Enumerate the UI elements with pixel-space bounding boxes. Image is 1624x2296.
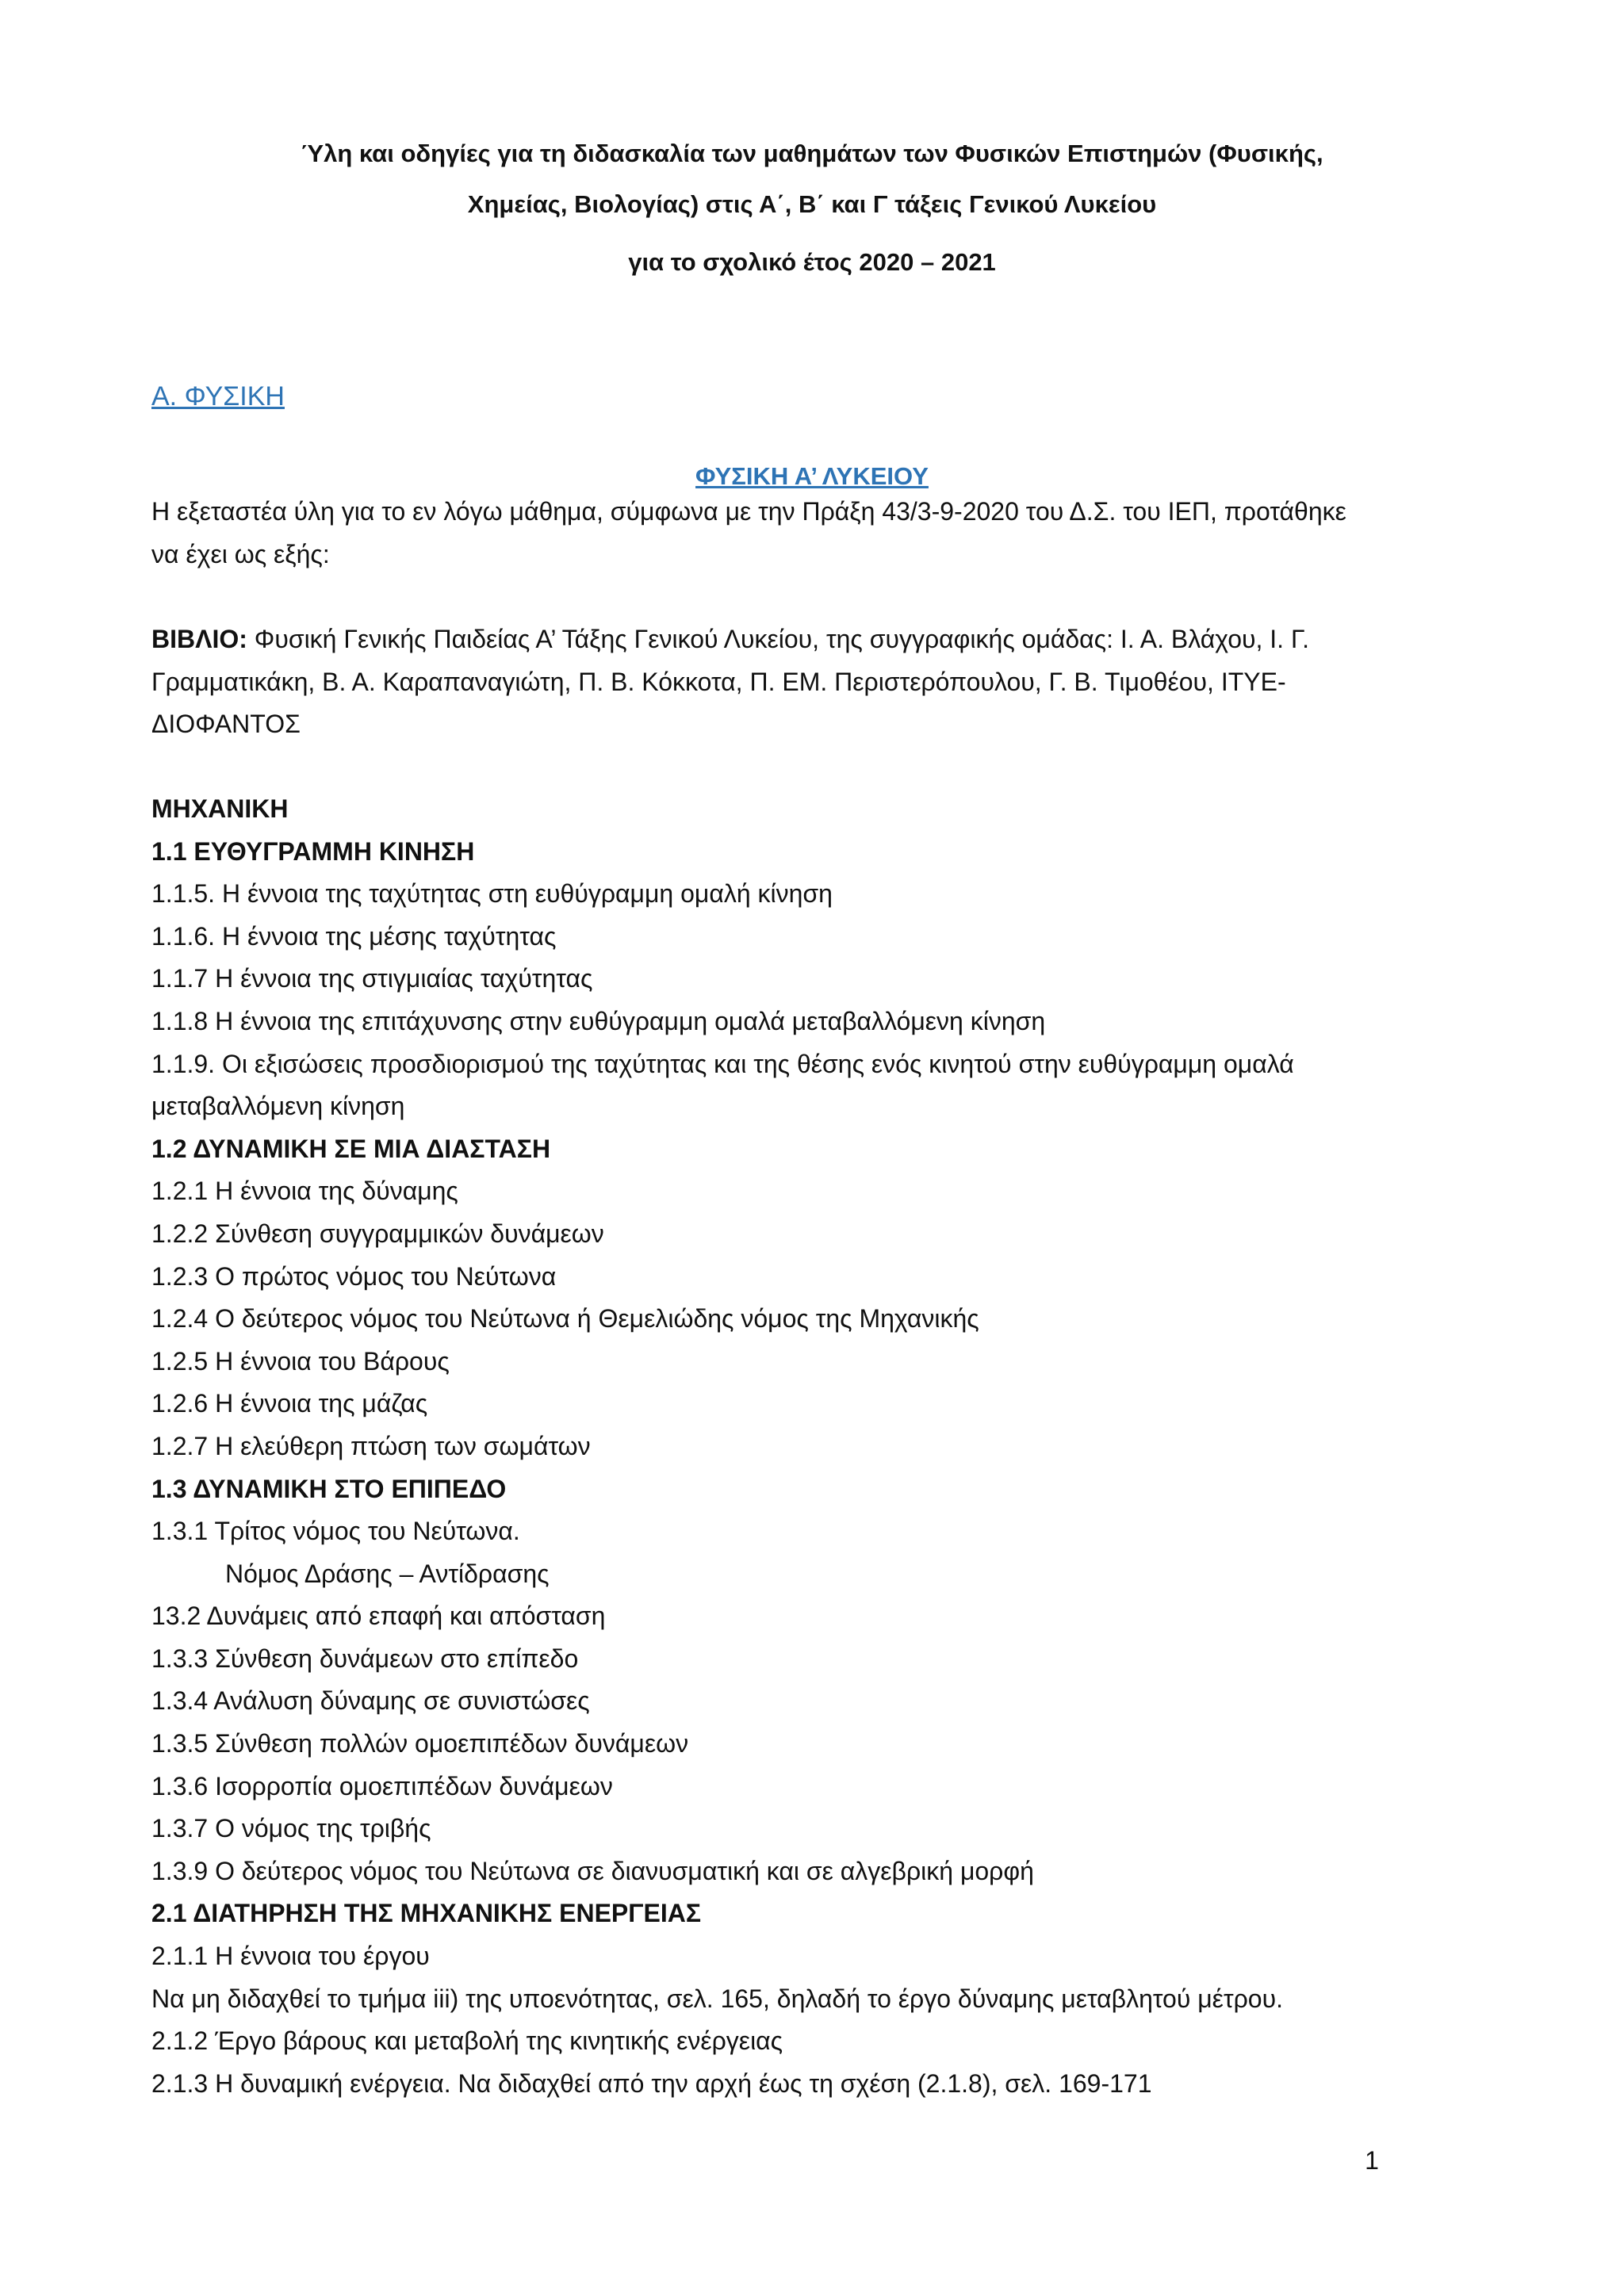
list-item: 2.1.1 Η έννοια του έργου [151,1942,430,1971]
list-item: 13.2 Δυνάμεις από επαφή και απόσταση [151,1601,606,1631]
list-item: 1.1.5. Η έννοια της ταχύτητας στη ευθύγραμμη ομαλή κίνηση [151,879,833,909]
chapter-heading-1-2: 1.2 ΔΥΝΑΜΙΚΗ ΣΕ ΜΙΑ ΔΙΑΣΤΑΣΗ [151,1134,551,1163]
list-item: 1.2.5 Η έννοια του Βάρους [151,1346,450,1376]
list-item: 1.2.2 Σύνθεση συγγραμμικών δυνάμεων [151,1219,604,1248]
list-item: 1.1.6. Η έννοια της μέσης ταχύτητας [151,921,557,951]
list-item: 1.1.8 Η έννοια της επιτάχυνσης στην ευθύγραμμη ομαλά μεταβαλλόμενη κίνηση [151,1006,1046,1035]
list-item: 1.2.4 Ο δεύτερος νόμος του Νεύτωνα ή Θεμελιώδης νόμος της Μηχανικής [151,1304,979,1334]
book-paragraph [151,618,1484,746]
subject-heading: ΦΥΣΙΚΗ Α’ ΛΥΚΕΙΟΥ [695,462,929,490]
list-item: 1.1.7 Η έννοια της στιγμιαίας ταχύτητας [151,964,593,993]
list-item: 1.2.6 Η έννοια της μάζας [151,1389,428,1418]
list-item: μεταβαλλόμενη κίνηση [151,1092,405,1121]
page-number: 1 [1365,2146,1379,2175]
intro-paragraph [151,491,1484,576]
intro-line-2: να έχει ως εξής: [151,539,330,568]
section-heading-physics: Α. ΦΥΣΙΚΗ [151,381,285,411]
book-line-1 [151,618,1484,661]
document-title-line-2: Χημείας, Βιολογίας) στις Α΄, Β΄ και Γ τάξεις Γενικού Λυκείου [467,190,1157,218]
book-label: ΒΙΒΛΙΟ: [151,625,247,653]
list-item: Νόμος Δράσης – Αντίδρασης [225,1559,550,1588]
list-item: 1.3.7 Ο νόμος της τριβής [151,1814,431,1843]
list-item: 1.2.1 Η έννοια της δύναμης [151,1177,458,1206]
document-title-line-3: για το σχολικό έτος 2020 – 2021 [628,248,996,276]
book-line-3: ΔΙΟΦΑΝΤΟΣ [151,710,301,739]
chapter-heading-2-1: 2.1 ΔΙΑΤΗΡΗΣΗ ΤΗΣ ΜΗΧΑΝΙΚΗΣ ΕΝΕΡΓΕΙΑΣ [151,1899,702,1928]
chapter-heading-1-1: 1.1 ΕΥΘΥΓΡΑΜΜΗ ΚΙΝΗΣΗ [151,836,475,866]
book-text-1: Φυσική Γενικής Παιδείας Α’ Τάξης Γενικού Λυκείου, της συγγραφικής ομάδας: Ι. Α. Βλάχου, Ι. Γ. [247,625,1309,653]
list-item: 1.3.4 Ανάλυση δύναμης σε συνιστώσες [151,1686,590,1716]
list-item: Να μη διδαχθεί το τμήμα iii) της υποενότητας, σελ. 165, δηλαδή το έργο δύναμης μεταβλητού μέτρου. [151,1984,1283,2013]
list-item: 2.1.2 Έργο βάρους και μεταβολή της κινητικής ενέργειας [151,2026,783,2056]
list-item: 1.3.3 Σύνθεση δυνάμεων στο επίπεδο [151,1644,579,1673]
syllabus-list [151,788,1484,2105]
book-line-2: Γραμματικάκη, Β. Α. Καραπαναγιώτη, Π. Β. Κόκκοτα, Π. ΕΜ. Περιστερόπουλου, Γ. Β. Τιμοθέου, ΙΤΥΕ- [151,667,1286,696]
list-item: 1.2.7 Η ελεύθερη πτώση των σωμάτων [151,1431,591,1460]
document-title-line-1: Ύλη και οδηγίες για τη διδασκαλία των μαθημάτων των Φυσικών Επιστημών (Φυσικής, [301,140,1323,167]
list-item: 1.3.1 Τρίτος νόμος του Νεύτωνα. [151,1517,520,1546]
list-item: 1.3.9 Ο δεύτερος νόμος του Νεύτωνα σε διανυσματική και σε αλγεβρική μορφή [151,1856,1034,1885]
category-heading: ΜΗΧΑΝΙΚΗ [151,794,289,823]
chapter-heading-1-3: 1.3 ΔΥΝΑΜΙΚΗ ΣΤΟ ΕΠΙΠΕΔΟ [151,1474,507,1503]
list-item: 1.3.6 Ισορροπία ομοεπιπέδων δυνάμεων [151,1771,613,1800]
list-item: 1.1.9. Οι εξισώσεις προσδιορισμού της ταχύτητας και της θέσης ενός κινητού στην ευθύγραμμη ομαλά [151,1049,1294,1078]
intro-line-1: Η εξεταστέα ύλη για το εν λόγω μάθημα, σύμφωνα με την Πράξη 43/3-9-2020 του Δ.Σ. του ΙΕΠ, προτάθηκε [151,497,1346,526]
list-item: 1.2.3 Ο πρώτος νόμος του Νεύτωνα [151,1261,557,1291]
list-item: 2.1.3 Η δυναμική ενέργεια. Να διδαχθεί από την αρχή έως τη σχέση (2.1.8), σελ. 169-171 [151,2068,1152,2098]
list-item: 1.3.5 Σύνθεση πολλών ομοεπιπέδων δυνάμεων [151,1729,689,1758]
